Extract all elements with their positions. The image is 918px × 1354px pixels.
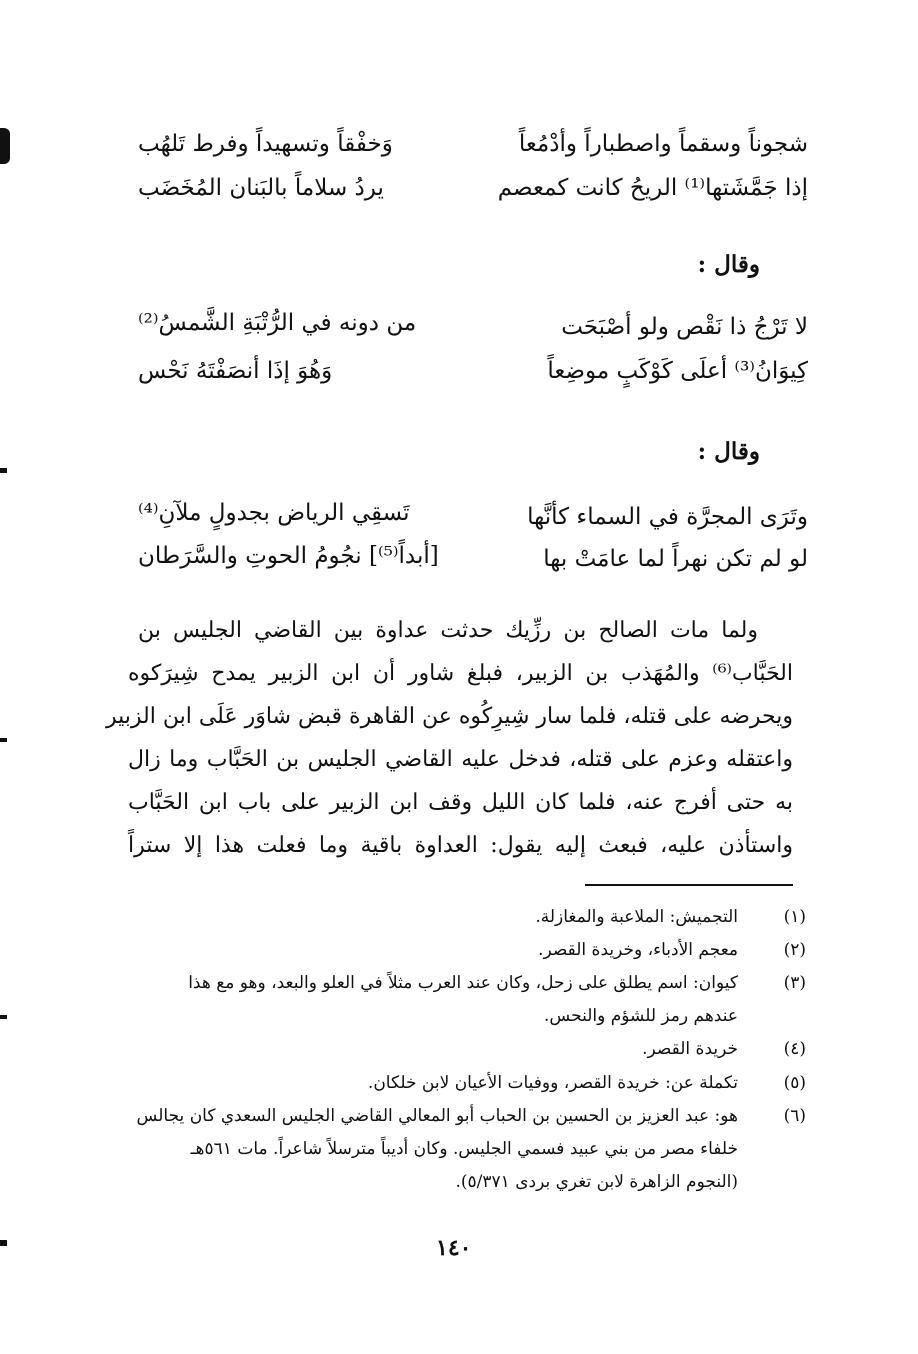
poem2-line2-left-hemistich: وَهُوَ إذَا أنصَفْتَهُ نَحْس [138, 358, 333, 384]
footnote-text: تكملة عن: خريدة القصر، ووفيات الأعيان لابن خلكان. [367, 1073, 738, 1093]
footnote-text: التجميش: الملاعبة والمغازلة. [535, 907, 738, 927]
scan-edge-mark [0, 128, 10, 164]
footnote-text: هو: عبد العزيز بن الحسين بن الحباب أبو المعالي القاضي الجليس السعدي كان يجالس [136, 1106, 738, 1126]
footnote-separator [585, 884, 793, 886]
footnote-text-continued: (النجوم الزاهرة لابن تغري بردى ٥/٣٧١). [455, 1172, 738, 1192]
poem3-line2-left-hemistich: [أبداً⁽⁵⁾] نجُومُ الحوتِ والسَّرَطان [138, 543, 439, 569]
prose-line: الحَبَّاب⁽⁶⁾ والمُهَذب بن الزبير، فبلغ شاور أن ابن الزبير يمدح شِيرَكوه [128, 661, 793, 686]
poem2-line2-right-hemistich: كِيوَانُ⁽³⁾ أعلَى كَوْكَبٍ موضِعاً [547, 358, 808, 384]
footnote-text-continued: خلفاء مصر من بني عبيد فسمي الجليس. وكان أديباً مترسلاً شاعراً. مات ٥٦١هـ [190, 1139, 738, 1159]
footnote-number: (٦) [783, 1106, 806, 1126]
page-number: ١٤٠ [436, 1235, 472, 1261]
scan-edge-mark [0, 1240, 7, 1246]
prose-line: ولما مات الصالح بن رزِّيك حدثت عداوة بين القاضي الجليس بن [138, 618, 758, 643]
poem2-heading: وقال : [697, 251, 760, 278]
poem1-line1-left-hemistich: وَخفْقاً وتسهيداً وفرط تَلهُب [138, 131, 393, 157]
footnote-text: كيوان: اسم يطلق على زحل، وكان عند العرب مثلاً في العلو والبعد، وهو مع هذا [188, 973, 738, 993]
prose-line: واستأذن عليه، فبعث إليه يقول: العداوة باقية وما فعلت هذا إلا ستراً [128, 833, 793, 858]
footnote-text-continued: عندهم رمز للشؤم والنحس. [544, 1006, 738, 1026]
footnote-text: خريدة القصر. [642, 1039, 738, 1059]
prose-line: به حتى أفرج عنه، فلما كان الليل وقف ابن الزبير على باب ابن الحَبَّاب [128, 790, 793, 815]
poem1-line2-right-hemistich: إذا جَمَّشَتها⁽¹⁾ الريحُ كانت كمعصم [497, 175, 808, 201]
scan-edge-mark [0, 738, 7, 742]
poem3-line1-right-hemistich: وتَرَى المجرَّة في السماء كأنَّها [527, 504, 808, 530]
poem3-line1-left-hemistich: تَسقِي الرياض بجدولٍ ملآنِ⁽⁴⁾ [138, 500, 410, 526]
scan-edge-mark [0, 468, 7, 473]
footnote-number: (٢) [783, 940, 806, 960]
footnote-number: (٤) [783, 1039, 806, 1059]
poem3-heading: وقال : [697, 438, 760, 465]
poem1-line1-right-hemistich: شجوناً وسقماً واصطباراً وأدْمُعاً [518, 131, 808, 157]
footnote-number: (٣) [783, 973, 806, 993]
footnote-text: معجم الأدباء، وخريدة القصر. [538, 940, 738, 960]
footnote-number: (٥) [783, 1073, 806, 1093]
poem3-line2-right-hemistich: لو لم تكن نهراً لما عامَتْ بها [543, 546, 808, 572]
prose-line: ويحرضه على قتله، فلما سار شِيرِكُوه عن القاهرة قبض شاوَر عَلَى ابن الزبير [106, 704, 793, 729]
poem2-line1-left-hemistich: من دونه في الرُّتْبَةِ الشَّمسُ⁽²⁾ [138, 310, 417, 336]
poem1-line2-left-hemistich: يردُ سلاماً بالبَنان المُخَضَب [138, 175, 384, 201]
scan-edge-mark [0, 1015, 7, 1019]
prose-line: واعتقله وعزم على قتله، فدخل عليه القاضي الجليس بن الحَبَّاب وما زال [128, 747, 793, 772]
poem2-line1-right-hemistich: لا تَرْجُ ذا نَقْص ولو أصْبَحَت [561, 314, 808, 340]
footnote-number: (١) [783, 907, 806, 927]
